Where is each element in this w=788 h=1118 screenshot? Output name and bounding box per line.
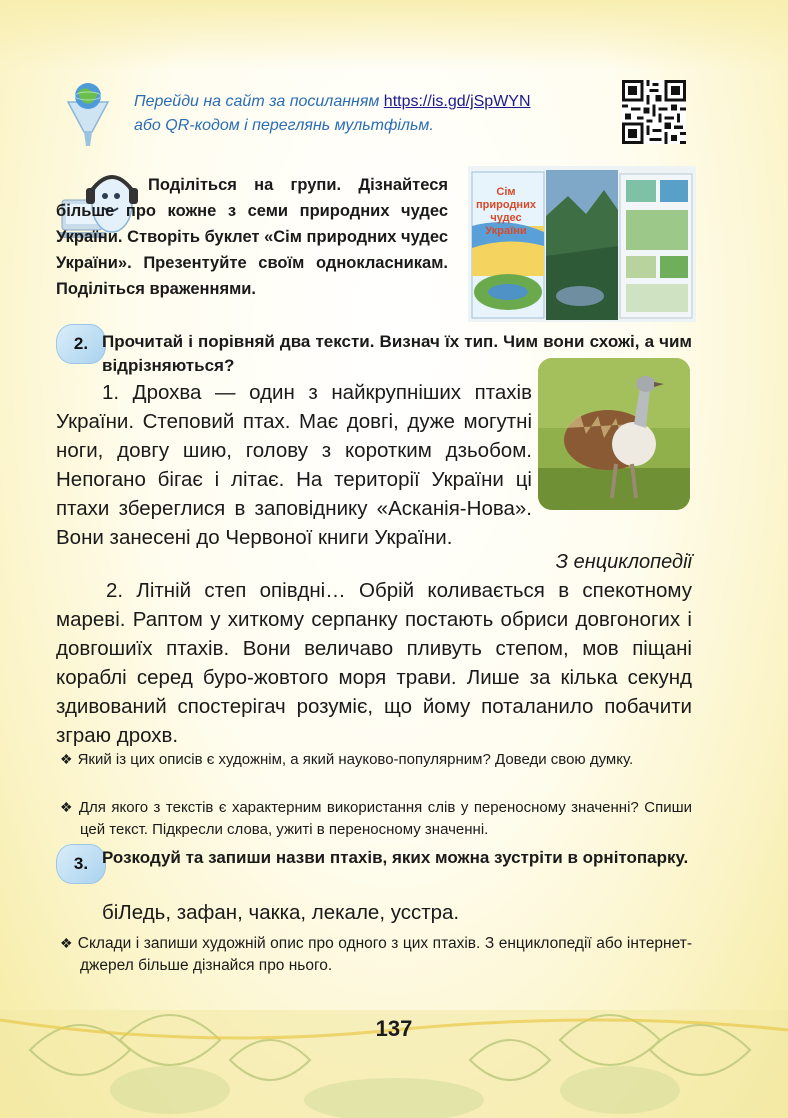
link-note-suffix: або QR-кодом і переглянь мультфільм. xyxy=(134,117,434,134)
footer-leaf-decoration xyxy=(0,990,788,1118)
top-decor-band xyxy=(0,0,788,70)
bullet-diamond-icon: ❖ xyxy=(60,799,74,815)
question-figurative-words: ❖ Для якого з текстів є характерним використання слів у переносному значенні? Спиши цей текст. Підкресли слова, ужиті в переносному значенні. xyxy=(60,799,692,838)
group-task-text: Поділіться на групи. Дізнайтеся більше про кожне з семи природних чудес України. Створіть буклет «Сім природних чудес України». Презентуйте своїм однокласникам. Поділіться враженнями. xyxy=(56,176,448,298)
bullet-diamond-icon: ❖ xyxy=(60,935,73,951)
bullet-diamond-icon: ❖ xyxy=(60,751,73,767)
task-2-title: Прочитай і порівняй два тексти. Визнач їх тип. Чим вони схожі, а чим відрізняються? xyxy=(102,332,692,375)
encoded-bird-names: біЛедь, зафан, чакка, лекале, усстра. xyxy=(102,901,460,924)
website-link-note xyxy=(134,90,604,138)
page-number: 137 xyxy=(375,1016,413,1041)
text-1-paragraph: 1. Дрохва — один з найкрупніших птахів України. Степовий птах. Має довгі, дуже могутні ноги, довгу шию, голову з коротким дзьобом. Непогано бігає і літає. На території України ці птахи збереглися в заповіднику «Асканія-Нова». Вони занесені до Червоної книги України. xyxy=(56,378,692,552)
website-link[interactable]: https://is.gd/jSpWYN xyxy=(383,93,531,110)
task-3-title: Розкодуй та запиши назви птахів, яких можна зустріти в орнітопарку. xyxy=(102,848,689,867)
question-describe-bird: ❖ Склади і запиши художній опис про одного з цих птахів. З енциклопедії або інтернет-джерел більше дізнайся про нього. xyxy=(60,935,692,974)
question-artistic-vs-scientific: ❖ Який із цих описів є художнім, а який науково-популярним? Доведи свою думку. xyxy=(60,751,634,768)
link-note-prefix: Перейди на сайт за посиланням xyxy=(134,93,384,110)
globe-link-icon xyxy=(62,80,114,150)
source-encyclopedia: З енциклопедії xyxy=(555,551,692,573)
text-2-artistic: 2. Літній степ опівдні… Обрій коливається в спекотному мареві. Раптом у хиткому серпанку постають обриси довгоногих і довгошиїх птахів. Вони величаво пливуть степом, мов піщані кораблі серед буро-жовтого моря трави. Лише за кілька секунд здивований спостерігач розуміє, що йому поталанило побачити зграю дрохв. xyxy=(56,579,692,747)
task-3-badge: 3. xyxy=(56,844,106,884)
task-2-badge: 2. xyxy=(56,324,106,364)
booklet-title: Сім природних чудес України xyxy=(476,186,536,237)
photo-float-spacer xyxy=(532,378,692,518)
qr-code-icon[interactable] xyxy=(622,80,686,144)
